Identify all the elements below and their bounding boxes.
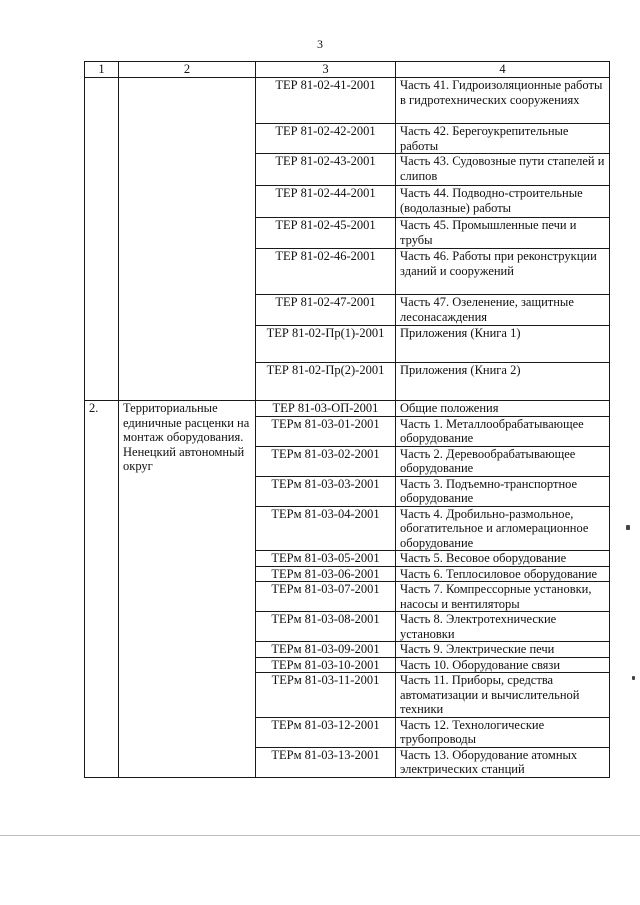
- title-cell: Часть 43. Судовозные пути стапелей и слипов: [396, 154, 610, 186]
- code-cell: ТЕРм 81-03-10-2001: [256, 657, 396, 673]
- title-cell: Часть 8. Электротехнические установки: [396, 612, 610, 642]
- title-cell: Часть 10. Оборудование связи: [396, 657, 610, 673]
- title-cell: Часть 1. Металлообрабатывающее оборудование: [396, 416, 610, 446]
- code-cell: ТЕР 81-02-46-2001: [256, 249, 396, 295]
- code-cell: ТЕРм 81-03-12-2001: [256, 717, 396, 747]
- scan-speck: [626, 525, 630, 530]
- title-cell: Часть 42. Берегоукрепительные работы: [396, 124, 610, 154]
- code-cell: ТЕР 81-02-Пр(1)-2001: [256, 326, 396, 363]
- code-cell: ТЕРм 81-03-09-2001: [256, 642, 396, 658]
- column-header: 2: [119, 62, 256, 78]
- code-cell: ТЕРм 81-03-04-2001: [256, 506, 396, 551]
- title-cell: Часть 44. Подводно-строительные (водолазные) работы: [396, 186, 610, 218]
- table-body: [85, 78, 610, 778]
- title-cell: Часть 4. Дробильно-размольное, обогатительное и агломерационное оборудование: [396, 506, 610, 551]
- row-number-cell: [85, 78, 119, 401]
- column-header: 4: [396, 62, 610, 78]
- section-name-cell: [119, 78, 256, 401]
- code-cell: ТЕР 81-02-44-2001: [256, 186, 396, 218]
- title-cell: Часть 11. Приборы, средства автоматизации и вычислительной техники: [396, 673, 610, 718]
- column-header: 1: [85, 62, 119, 78]
- section-name-cell: Территориальные единичные расценки на монтаж оборудования. Ненецкий автономный округ: [119, 401, 256, 778]
- scan-line: [0, 835, 640, 836]
- column-header: 3: [256, 62, 396, 78]
- table-row: [85, 401, 610, 417]
- title-cell: Приложения (Книга 2): [396, 363, 610, 401]
- title-cell: Часть 12. Технологические трубопроводы: [396, 717, 610, 747]
- scan-speck: [632, 676, 635, 680]
- code-cell: ТЕРм 81-03-02-2001: [256, 446, 396, 476]
- title-cell: Часть 45. Промышленные печи и трубы: [396, 218, 610, 249]
- title-cell: Приложения (Книга 1): [396, 326, 610, 363]
- page-number: 3: [317, 37, 323, 51]
- code-cell: ТЕРм 81-03-06-2001: [256, 566, 396, 582]
- code-cell: ТЕР 81-02-43-2001: [256, 154, 396, 186]
- code-cell: ТЕРм 81-03-13-2001: [256, 747, 396, 777]
- code-cell: ТЕР 81-03-ОП-2001: [256, 401, 396, 417]
- title-cell: Часть 13. Оборудование атомных электрических станций: [396, 747, 610, 777]
- title-cell: Общие положения: [396, 401, 610, 417]
- title-cell: Часть 6. Теплосиловое оборудование: [396, 566, 610, 582]
- code-cell: ТЕР 81-02-45-2001: [256, 218, 396, 249]
- title-cell: Часть 47. Озеленение, защитные лесонасаждения: [396, 295, 610, 326]
- title-cell: Часть 9. Электрические печи: [396, 642, 610, 658]
- title-cell: Часть 3. Подъемно-транспортное оборудование: [396, 476, 610, 506]
- title-cell: Часть 46. Работы при реконструкции зданий и сооружений: [396, 249, 610, 295]
- code-cell: ТЕР 81-02-Пр(2)-2001: [256, 363, 396, 401]
- code-cell: ТЕРм 81-03-01-2001: [256, 416, 396, 446]
- row-number-cell: 2.: [85, 401, 119, 778]
- code-cell: ТЕРм 81-03-11-2001: [256, 673, 396, 718]
- code-cell: ТЕРм 81-03-07-2001: [256, 582, 396, 612]
- code-cell: ТЕРм 81-03-03-2001: [256, 476, 396, 506]
- title-cell: Часть 2. Деревообрабатывающее оборудование: [396, 446, 610, 476]
- table-row: [85, 78, 610, 124]
- document-table: [84, 61, 610, 778]
- code-cell: ТЕРм 81-03-08-2001: [256, 612, 396, 642]
- header-row: [85, 62, 610, 78]
- title-cell: Часть 41. Гидроизоляционные работы в гидротехнических сооружениях: [396, 78, 610, 124]
- code-cell: ТЕР 81-02-41-2001: [256, 78, 396, 124]
- title-cell: Часть 5. Весовое оборудование: [396, 551, 610, 567]
- code-cell: ТЕР 81-02-47-2001: [256, 295, 396, 326]
- title-cell: Часть 7. Компрессорные установки, насосы и вентиляторы: [396, 582, 610, 612]
- code-cell: ТЕР 81-02-42-2001: [256, 124, 396, 154]
- code-cell: ТЕРм 81-03-05-2001: [256, 551, 396, 567]
